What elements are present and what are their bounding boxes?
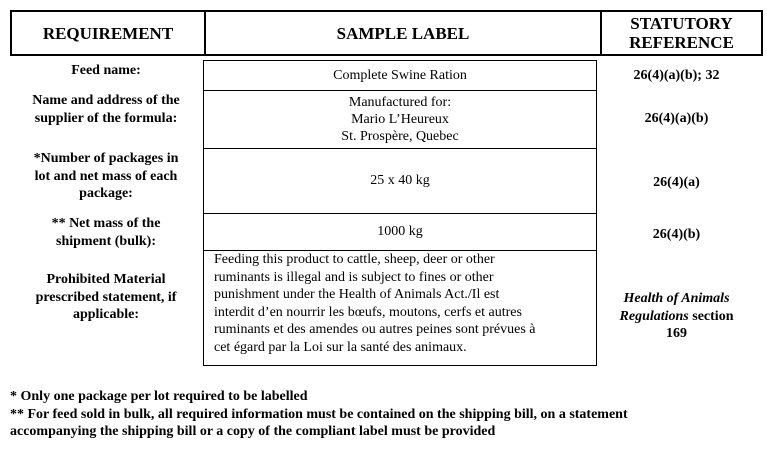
header-requirement [10,10,206,56]
header-statutory-line2: REFERENCE [629,33,734,52]
sample-text: 25 x 40 kg [370,173,430,188]
sample-feed-name [204,61,596,91]
header-requirement-label: REQUIREMENT [42,23,174,43]
statement-line: interdit d’en nourrir les bœufs, moutons, cerfs et autres [214,304,522,320]
requirement-net-mass-bulk [10,215,202,250]
header-statutory-reference [600,10,763,56]
sample-prohibited-statement [204,250,596,365]
reference-supplier [600,110,753,128]
footnote: accompanying the shipping bill or a copy of the compliant label must be provided [10,424,496,439]
requirement-text: supplier of the formula: [34,110,178,126]
requirement-text: Prohibited Material [46,272,166,287]
reference-text: 169 [666,326,687,341]
sample-text: Mario L’Heureux [351,111,449,127]
reference-text: section [688,308,734,324]
statement-line: ruminants et des amendes ou autres peines sont prévues à [214,322,536,337]
requirement-text: *Number of packages in [33,151,179,166]
header-statutory-line1: STATUTORY [630,14,733,33]
sample-text: St. Prospère, Quebec [341,128,459,144]
sample-packages [204,148,596,214]
footnote: * Only one package per lot required to be labelled [10,389,308,404]
requirement-text: Feed name: [71,63,141,78]
requirement-feed-name [10,62,202,80]
requirement-packages [10,150,202,203]
statement-line: ruminants is illegal and is subject to fines or other [214,269,494,285]
reference-text: 26(4)(a)(b); 32 [633,68,720,83]
sample-label-column [203,60,597,366]
sample-net-mass [204,213,596,251]
requirement-text: applicable: [72,307,140,322]
requirement-text: prescribed statement, if [35,289,177,305]
sample-text: Manufactured for: [348,94,452,110]
requirement-text: lot and net mass of each [34,168,178,184]
reference-text: 26(4)(a) [653,175,700,190]
requirement-supplier [10,92,202,127]
reference-feed-name [600,67,753,85]
requirement-prohibited-material [10,271,202,324]
requirement-text: ** Net mass of the [51,216,161,231]
requirement-text: shipment (bulk): [56,233,156,249]
reference-text: 26(4)(a)(b) [644,111,709,126]
reference-packages [600,174,753,192]
header-sample-label [204,10,602,56]
header-sample-label-text: SAMPLE LABEL [336,23,470,43]
statement-line: Feeding this product to cattle, sheep, deer or other [214,252,495,267]
statement-line: cet égard par la Loi sur la santé des animaux. [214,339,467,355]
sample-text: Complete Swine Ration [333,68,467,83]
footnotes [10,388,760,441]
reference-italic-text: Health of Animals [623,291,730,306]
sample-supplier [204,90,596,149]
requirement-text: Name and address of the [32,93,180,108]
table-header [10,10,763,56]
reference-prohibited-material [600,290,753,343]
reference-net-mass [600,226,753,244]
reference-italic-text: Regulations [619,308,689,324]
sample-text: 1000 kg [377,224,423,239]
statement-line: punishment under the Health of Animals Act./Il est [214,287,500,302]
footnote: ** For feed sold in bulk, all required information must be contained on the shipping bill, on a statement [10,406,628,422]
reference-text: 26(4)(b) [652,227,701,242]
requirement-text: package: [79,186,133,201]
